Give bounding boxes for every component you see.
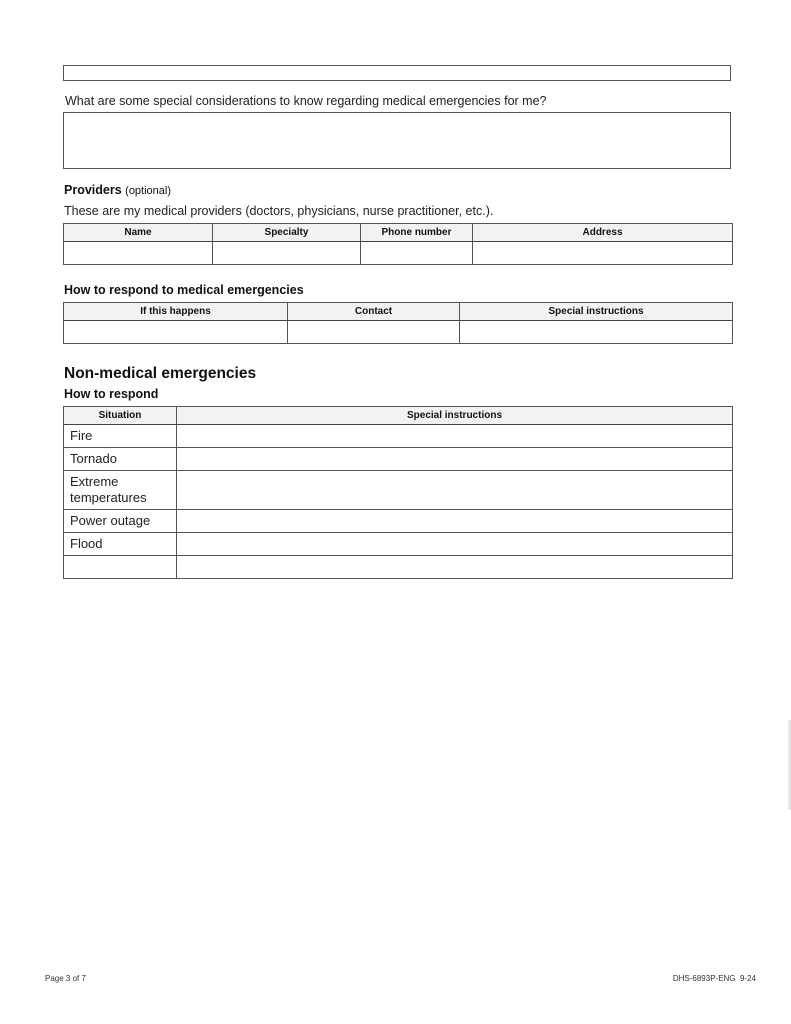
- blank-instructions-cell[interactable]: [177, 556, 733, 579]
- medical-response-heading: How to respond to medical emergencies: [64, 283, 304, 297]
- contact-cell[interactable]: [288, 321, 460, 344]
- how-to-respond-subheading: How to respond: [64, 387, 159, 401]
- col-special-instructions: Special instructions: [460, 303, 733, 321]
- providers-optional-note: (optional): [125, 185, 172, 197]
- providers-table: [63, 223, 733, 265]
- providers-col-specialty: Specialty: [213, 224, 361, 242]
- providers-title: Providers: [64, 183, 122, 197]
- providers-col-name: Name: [64, 224, 213, 242]
- scan-shadow: [787, 720, 791, 810]
- providers-col-address: Address: [473, 224, 733, 242]
- form-id: DHS-6893P-ENG 9-24: [672, 974, 756, 983]
- table-row: [64, 510, 733, 533]
- table-row: [64, 533, 733, 556]
- table-row: [64, 425, 733, 448]
- fire-instructions-cell[interactable]: [177, 425, 733, 448]
- providers-header-row: [64, 224, 733, 242]
- situation-tornado: Tornado: [64, 448, 177, 471]
- situation-flood: Flood: [64, 533, 177, 556]
- provider-specialty-cell[interactable]: [213, 242, 361, 265]
- providers-heading: [64, 183, 171, 197]
- non-medical-table: [63, 406, 733, 579]
- provider-name-cell[interactable]: [64, 242, 213, 265]
- table-row: [64, 471, 733, 510]
- medical-considerations-question: What are some special considerations to know regarding medical emergencies for me?: [65, 94, 547, 108]
- providers-col-phone: Phone number: [361, 224, 473, 242]
- special-instructions-cell[interactable]: [460, 321, 733, 344]
- table-row: [64, 242, 733, 265]
- medical-response-table: [63, 302, 733, 344]
- extreme-temperatures-instructions-cell[interactable]: [177, 471, 733, 510]
- tornado-instructions-cell[interactable]: [177, 448, 733, 471]
- power-outage-instructions-cell[interactable]: [177, 510, 733, 533]
- col-situation: Situation: [64, 407, 177, 425]
- non-medical-header-row: [64, 407, 733, 425]
- col-contact: Contact: [288, 303, 460, 321]
- table-row: [64, 556, 733, 579]
- non-medical-heading: Non-medical emergencies: [64, 365, 257, 382]
- providers-description: These are my medical providers (doctors, physicians, nurse practitioner, etc.).: [64, 204, 494, 218]
- medical-response-header-row: [64, 303, 733, 321]
- medical-considerations-field[interactable]: [63, 112, 731, 169]
- table-row: [64, 448, 733, 471]
- situation-power-outage: Power outage: [64, 510, 177, 533]
- situation-fire: Fire: [64, 425, 177, 448]
- situation-blank[interactable]: [64, 556, 177, 579]
- table-row: [64, 321, 733, 344]
- if-this-happens-cell[interactable]: [64, 321, 288, 344]
- col-if-this-happens: If this happens: [64, 303, 288, 321]
- page-number: Page 3 of 7: [45, 974, 86, 983]
- previous-answer-field[interactable]: [63, 65, 731, 81]
- provider-address-cell[interactable]: [473, 242, 733, 265]
- provider-phone-cell[interactable]: [361, 242, 473, 265]
- situation-extreme-temperatures: Extreme temperatures: [64, 471, 177, 510]
- col-non-medical-instructions: Special instructions: [177, 407, 733, 425]
- flood-instructions-cell[interactable]: [177, 533, 733, 556]
